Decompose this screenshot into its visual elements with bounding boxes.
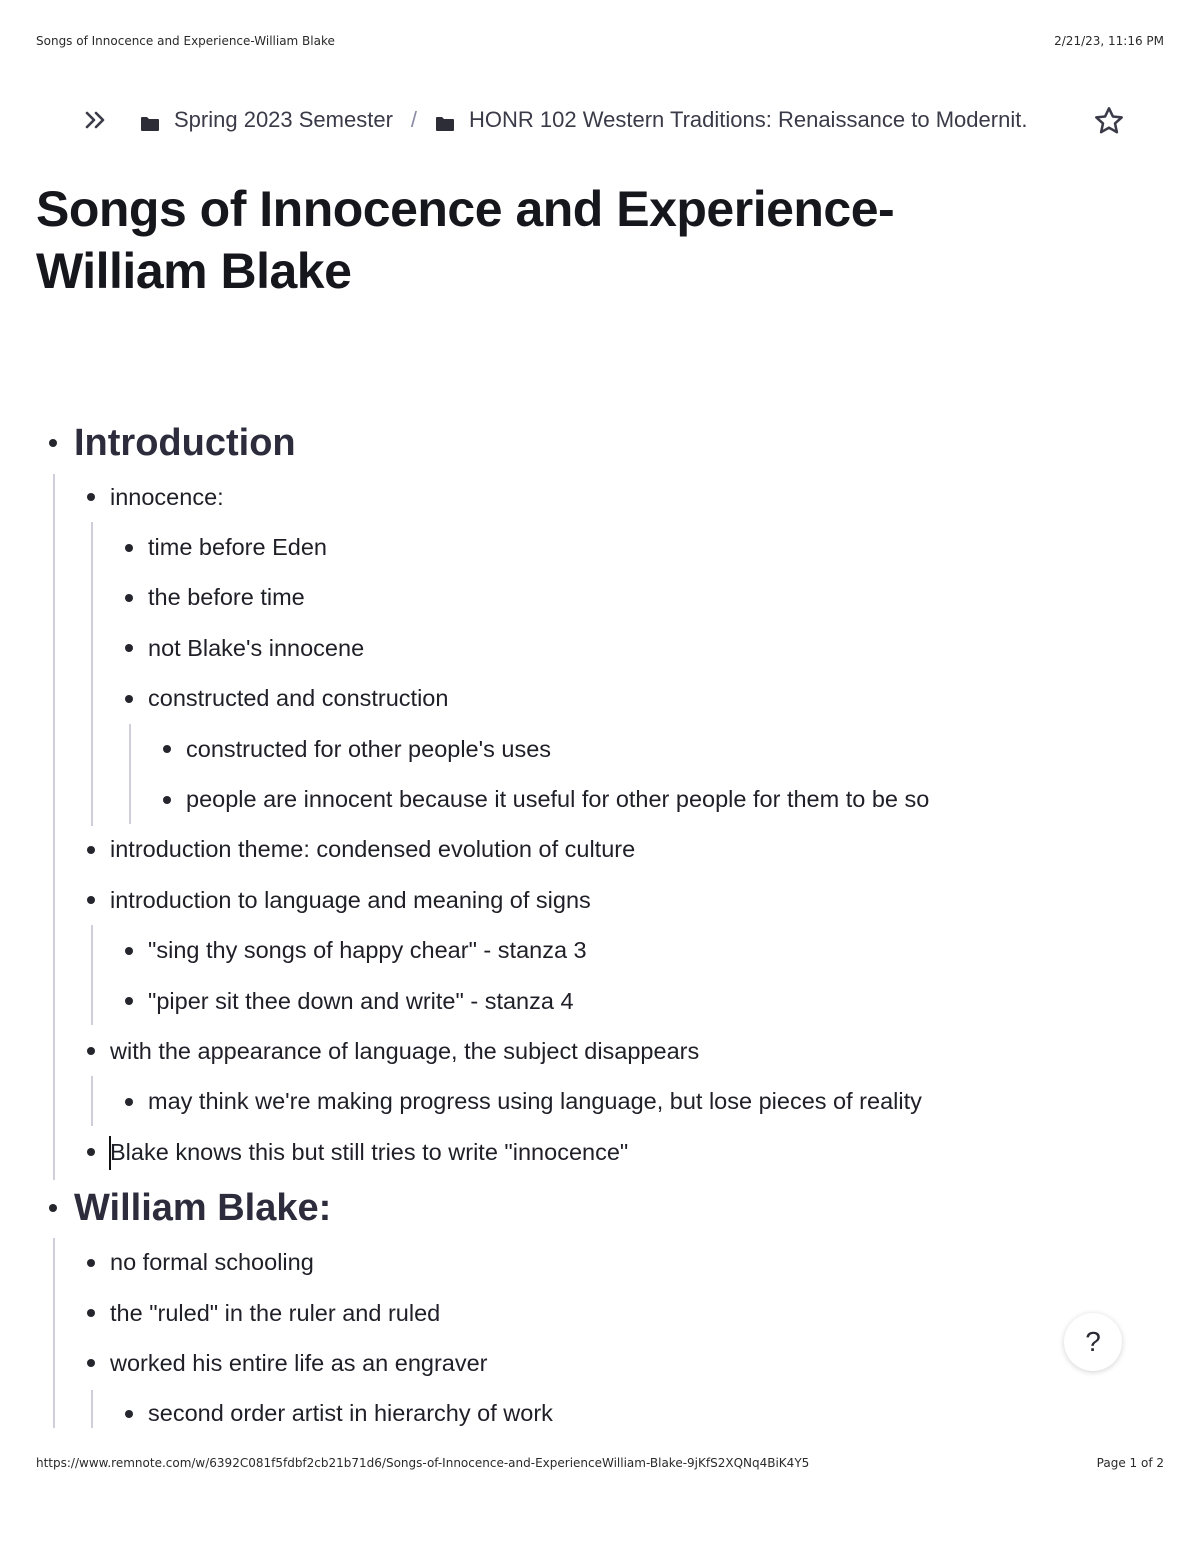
list-item[interactable] (0, 875, 1200, 925)
print-header-title: Songs of Innocence and Experience-William Blake (36, 34, 335, 48)
list-item-text[interactable]: people are innocent because it useful for other people for them to be so (186, 786, 930, 813)
bullet[interactable] (87, 1148, 95, 1156)
double-chevron-right-icon[interactable] (82, 106, 110, 134)
bullet[interactable] (163, 745, 171, 753)
list-item-text[interactable]: may think we're making progress using language, but lose pieces of reality (148, 1088, 922, 1115)
breadcrumb-separator: / (410, 107, 418, 132)
list-item[interactable] (0, 472, 1200, 522)
breadcrumb-label: Spring 2023 Semester (174, 107, 393, 132)
bullet[interactable] (87, 493, 95, 501)
bullet[interactable] (87, 1359, 95, 1367)
breadcrumb (82, 100, 1164, 140)
breadcrumb-item-course[interactable] (435, 107, 1027, 133)
list-item-text[interactable]: constructed for other people's uses (186, 735, 552, 762)
list-item[interactable] (0, 1026, 1200, 1076)
outline-heading-william-blake[interactable] (0, 1179, 1200, 1237)
list-item-text[interactable]: Blake knows this but still tries to write "innocence" (110, 1138, 629, 1165)
list-item[interactable] (0, 774, 1200, 824)
list-item[interactable] (0, 522, 1200, 572)
list-item-text[interactable]: innocence: (110, 483, 224, 510)
list-item-text[interactable]: "sing thy songs of happy chear" - stanza 3 (148, 937, 587, 964)
help-button-label: ? (1085, 1326, 1101, 1357)
print-header-timestamp: 2/21/23, 11:16 PM (1054, 34, 1164, 48)
bullet[interactable] (125, 594, 133, 602)
list-item-text[interactable]: with the appearance of language, the subject disappears (110, 1037, 700, 1064)
list-item[interactable] (0, 1237, 1200, 1287)
list-item-text[interactable]: constructed and construction (148, 685, 449, 712)
list-item[interactable] (0, 1288, 1200, 1338)
list-item-text[interactable]: time before Eden (148, 534, 327, 561)
outline (0, 414, 1200, 1439)
bullet[interactable] (87, 1047, 95, 1055)
list-item[interactable] (0, 1077, 1200, 1127)
list-item-text[interactable]: "piper sit thee down and write" - stanza 4 (148, 987, 574, 1014)
list-item-text[interactable]: second order artist in hierarchy of work (148, 1400, 553, 1427)
list-item-text[interactable]: the before time (148, 584, 305, 611)
list-item-text[interactable]: the "ruled" in the ruler and ruled (110, 1299, 441, 1326)
breadcrumb-item-semester[interactable] (140, 107, 393, 133)
list-item[interactable] (0, 926, 1200, 976)
print-footer-url: https://www.remnote.com/w/6392C081f5fdbf2cb21b71d6/Songs-of-Innocence-and-ExperienceWilliam-Blake-9jKfS2XQNq4BiK4Y5 (36, 1456, 810, 1470)
list-item[interactable] (0, 976, 1200, 1026)
list-item-text[interactable]: worked his entire life as an engraver (110, 1349, 488, 1376)
bullet[interactable] (49, 1204, 57, 1212)
list-item[interactable] (0, 623, 1200, 673)
list-item-text[interactable]: no formal schooling (110, 1249, 314, 1276)
heading-text[interactable]: William Blake: (74, 1186, 332, 1229)
bullet[interactable] (125, 1098, 133, 1106)
print-header (36, 34, 1164, 48)
bullet[interactable] (125, 947, 133, 955)
print-footer-page: Page 1 of 2 (1096, 1456, 1164, 1470)
list-item[interactable] (0, 1338, 1200, 1388)
bullet[interactable] (87, 896, 95, 904)
list-item[interactable] (0, 724, 1200, 774)
list-item-text[interactable]: not Blake's innocene (148, 634, 365, 661)
bullet[interactable] (125, 1410, 133, 1418)
folder-icon (435, 112, 455, 128)
list-item[interactable] (0, 1127, 1200, 1177)
list-item[interactable] (0, 1389, 1200, 1439)
list-item-text[interactable]: introduction to language and meaning of signs (110, 886, 591, 913)
bullet[interactable] (125, 695, 133, 703)
print-footer (36, 1456, 1164, 1470)
breadcrumb-label: HONR 102 Western Traditions: Renaissance to Modernit (469, 107, 1022, 132)
page-title-line-1: Songs of Innocence and Experience- (36, 181, 895, 237)
breadcrumb-truncation: . (1021, 107, 1028, 132)
star-outline-icon[interactable] (1092, 104, 1126, 138)
list-item[interactable] (0, 573, 1200, 623)
bullet[interactable] (87, 846, 95, 854)
bullet[interactable] (87, 1309, 95, 1317)
bullet[interactable] (125, 544, 133, 552)
help-button[interactable] (1064, 1313, 1122, 1371)
heading-text[interactable]: Introduction (74, 421, 296, 464)
page-title-line-2: William Blake (36, 243, 352, 299)
list-item[interactable] (0, 674, 1200, 724)
list-item[interactable] (0, 825, 1200, 875)
folder-icon (140, 112, 160, 128)
bullet[interactable] (163, 796, 171, 804)
bullet[interactable] (49, 439, 57, 447)
bullet[interactable] (87, 1259, 95, 1267)
outline-heading-introduction[interactable] (0, 414, 1200, 472)
page-title (36, 178, 1036, 302)
bullet[interactable] (125, 997, 133, 1005)
bullet[interactable] (125, 644, 133, 652)
list-item-text[interactable]: introduction theme: condensed evolution of culture (110, 836, 636, 863)
